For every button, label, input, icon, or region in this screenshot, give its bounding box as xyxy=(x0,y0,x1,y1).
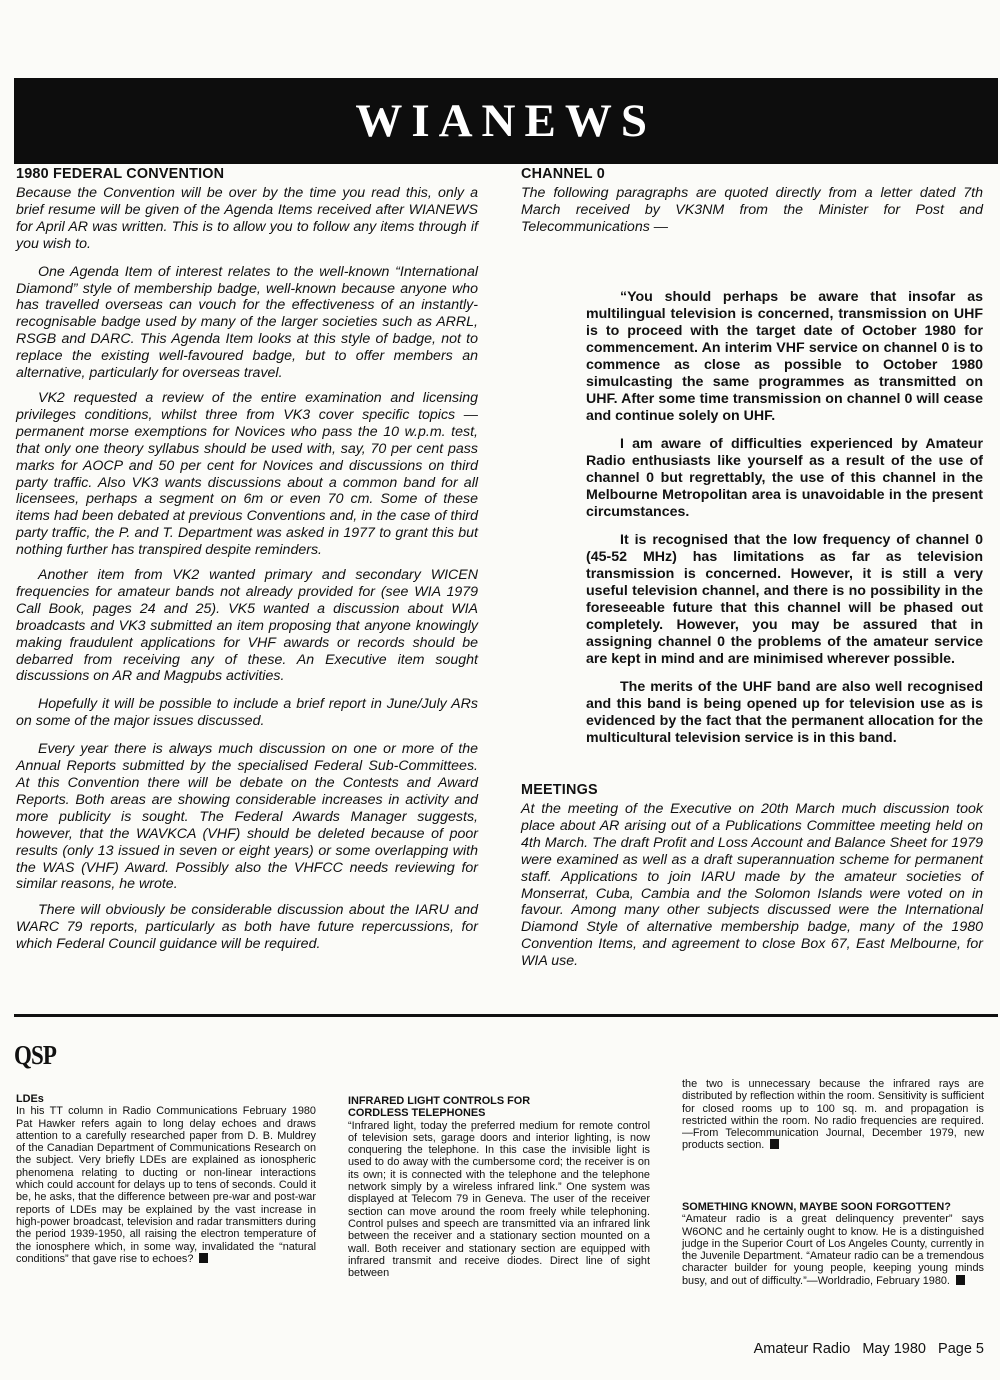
something-heading: SOMETHING KNOWN, MAYBE SOON FORGOTTEN? xyxy=(682,1201,951,1213)
channel0-article xyxy=(521,166,983,238)
channel0-intro: The following paragraphs are quoted directly from a letter dated 7th March received by VK3NM from the Minister for Post and Telecommunications — xyxy=(521,185,983,235)
ldes-heading: LDEs xyxy=(16,1093,44,1105)
convention-paragraph: Hopefully it will be possible to include a brief report in June/July ARs on some of the major issues discussed. xyxy=(16,696,478,730)
something-article xyxy=(682,1201,984,1287)
qsp-title: QSP xyxy=(14,1040,57,1070)
end-mark-icon xyxy=(956,1275,965,1285)
infrared-article-continued xyxy=(682,1078,984,1152)
ldes-text: In his TT column in Radio Communications February 1980 Pat Hawker refers again to long delay echoes and draws attention to a carefully researched paper from D. B. Muldrey of the Canadian Department of Communications Research on the subject. Very briefly LDEs are explained as ionospheric phenomena relating to ducting or non-linear interactions which could account for delays up to tens of seconds. Could it be, he asks, that the difference between pre-war and post-war reports of LDEs may be explained by the vast increase in high-power broadcast, television and radar transmitters during the period 1939-1950, all raising the electron temperature of the ionosphere which, in some way, invalidated the “natural conditions” that gave rise to echoes? xyxy=(16,1105,316,1265)
end-mark-icon xyxy=(770,1139,779,1149)
infrared-continued-text: the two is unnecessary because the infrared rays are distributed by reflection within the room. Sensitivity is sufficient for closed rooms up to 100 sq. m. and propagation is restricted within the room. No radio frequencies are required.—From Telecommunication Journal, December 1979, new products section. xyxy=(682,1078,984,1152)
meetings-heading: MEETINGS xyxy=(521,782,598,798)
convention-paragraph: Every year there is always much discussion on one or more of the Annual Reports submitted by the specialised Federal Sub-Committees. At this Convention there will be debate on the Contests and Award Reports. Both areas are showing considerable increases in activity and more publicity is sought. The Federal Awards Manager suggests, however, that the WAVKCA (VHF) should be deleted because of poor results (only 13 issued in seven or eight years) or some overlapping with the WAS (VHF) Award. Possibly also the VHFCC needs reviewing for similar reasons, he wrote. xyxy=(16,741,478,893)
masthead-title: WIANEWS xyxy=(355,95,656,147)
channel0-quote xyxy=(586,289,983,757)
quote-paragraph: I am aware of difficulties experienced by Amateur Radio enthusiasts like yourself as a result of the use of channel 0 but regrettably, the use of this channel in the Melbourne Metropolitan area is unavoidable in the present circumstances. xyxy=(586,436,983,520)
footer-magazine: Amateur Radio xyxy=(753,1341,851,1357)
quote-paragraph: The merits of the UHF band are also well recognised and this band is being opened up for television use as is evidenced by the fact that the permanent allocation for the multicultural television service is in this band. xyxy=(586,679,983,746)
meetings-article xyxy=(521,782,983,972)
infrared-text: “Infrared light, today the preferred medium for remote control of television sets, garage doors and interior lighting, is now conquering the telephone. In this case the invisible light is used to do away with the cumbersome cord; the receiver is on its own; it is connected with the telephone and the telephone network simply by a wireless infrared link.” One system was displayed at Telecom 79 in Geneva. The user of the receiver section can move around the room freely while telephoning. Control pulses and speech are transmitted via an infrared link between the receiver and a stationary section mounted on a wall. Both receiver and stationary section are equipped with infrared transmit and receive diodes. Direct line of sight between xyxy=(348,1119,650,1280)
footer-issue: May 1980 xyxy=(862,1341,926,1357)
convention-paragraph: There will obviously be considerable discussion about the IARU and WARC 79 reports, particularly as both have future repercussions, for which Federal Council guidance will be required. xyxy=(16,902,478,953)
something-text: “Amateur radio is a great delinquency preventer” says W6ONC and he certainly ought to know. He is a distinguished judge in the Superior Court of Los Angeles County, currently in the Juvenile Department. “Amateur radio can be a tremendous character builder for young people, keeping young minds busy, and out of difficulty.”—Worldradio, February 1980. xyxy=(682,1213,984,1287)
channel0-heading: CHANNEL 0 xyxy=(521,166,605,182)
footer-page-number: Page 5 xyxy=(938,1341,984,1357)
quote-paragraph: “You should perhaps be aware that insofar as multilingual television is concerned, transmission on UHF is to proceed with the target date of October 1980 for commencement. An interim VHF service on channel 0 is to commence as close as possible to October 1980 simulcasting the same programmes as transmitted on UHF. After some time transmission on channel 0 will cease and continue solely on UHF. xyxy=(586,289,983,424)
section-divider xyxy=(14,1014,998,1017)
end-mark-icon xyxy=(199,1253,208,1263)
quote-paragraph: It is recognised that the low frequency of channel 0 (45-52 MHz) has limitations as far as television transmission is concerned. However, it is still a very useful television channel, and there is no possibility in the foreseeable future that this channel will be phased out completely. However, you may be assured that in assigning channel 0 the problems of the amateur service are kept in mind and are minimised wherever possible. xyxy=(586,532,983,667)
convention-article xyxy=(16,166,478,955)
convention-heading: 1980 FEDERAL CONVENTION xyxy=(16,166,225,182)
infrared-heading: CORDLESS TELEPHONES xyxy=(348,1107,486,1120)
infrared-heading: INFRARED LIGHT CONTROLS FOR xyxy=(348,1095,531,1107)
meetings-text: At the meeting of the Executive on 20th March much discussion took place about AR arising out of a Publications Committee meeting held on 4th March. The draft Profit and Loss Account and Balance Sheet for 1979 were examined as well as a draft superannuation scheme for permanent staff. Applications to join IARU made by the amateur societies of Monserrat, Cuba, Cambia and the Solomon Islands were voted on in favour. Among many other subjects discussed were the International Diamond Style of alternative membership badge, many of the 1980 Convention Items, and agreement to close Box 67, East Melbourne, for WIA use. xyxy=(521,801,983,970)
ldes-article xyxy=(16,1093,316,1265)
convention-paragraph: VK2 requested a review of the entire examination and licensing privileges conditions, whilst three from VK3 cover specific topics — permanent morse exemptions for Novices who pass the 10 w.p.m. test, that only one theory syllabus should be used with, say, 70 per cent pass marks for AOCP and 50 per cent for Novices and discussions on third party traffic. Also VK3 wants discussions about a common band for all licensees, perhaps a segment on 6m or even 70 cm. Some of these items had been debated at previous Conventions and, in the case of third party traffic, the P. and T. Department was asked in 1977 to grant this but nothing further has transpired despite reminders. xyxy=(16,389,478,559)
page-footer xyxy=(746,1341,984,1357)
convention-paragraph: Because the Convention will be over by the time you read this, only a brief resume will be given of the Agenda Items received after WIANEWS for April AR was written. This is to allow you to follow any items through if you wish to. xyxy=(16,185,478,252)
infrared-article xyxy=(348,1095,650,1279)
convention-paragraph: One Agenda Item of interest relates to the well-known “International Diamond” style of membership badge, well-known because anyone who has travelled overseas can vouch for the effectiveness of an instantly-recognisable badge used by many of the larger societies such as ARRL, RSGB and DARC. This Agenda Item looks at this style of badge, not to replace the existing well-favoured badge, but to offer members an alternative, particularly for overseas travel. xyxy=(16,263,478,382)
convention-paragraph: Another item from VK2 wanted primary and secondary WICEN frequencies for amateur bands not already provided for (see WIA 1979 Call Book, pages 24 and 25). VK5 wanted a discussion about WIA broadcasts and VK3 submitted an item proposing that anyone knowingly making fraudulent applications for VHF awards or records should be debarred from receiving any of these. An Executive item sought discussions on AR and Magpubs activities. xyxy=(16,567,478,685)
